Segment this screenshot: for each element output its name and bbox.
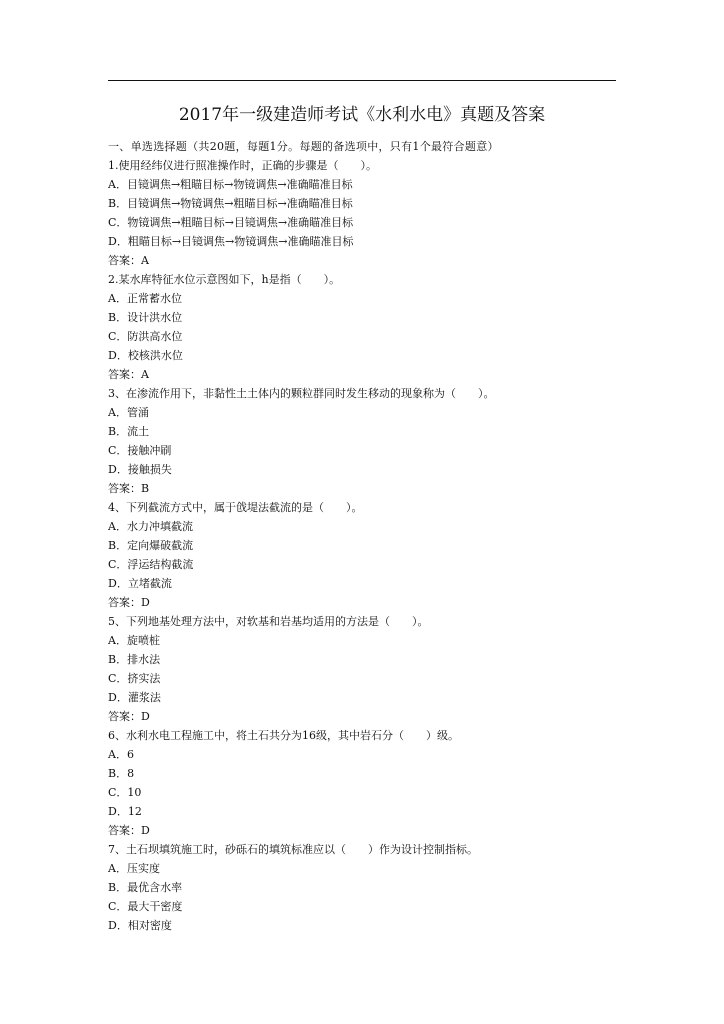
option-c: C．10 [108, 786, 142, 799]
question-7 [108, 840, 618, 935]
question-stem: 6、水利水电工程施工中，将土石共分为16级，其中岩石分（ ）级。 [108, 729, 459, 742]
answer-line: 答案：D [108, 824, 150, 837]
document-body [108, 137, 618, 935]
answer-line: 答案：A [108, 254, 149, 267]
question-4 [108, 498, 618, 612]
option-c: C．浮运结构截流 [108, 558, 194, 571]
question-2 [108, 270, 618, 384]
option-c: C．接触冲刷 [108, 444, 172, 457]
option-c: C．物镜调焦→粗瞄目标→目镜调焦→准确瞄准目标 [108, 216, 354, 229]
question-stem: 1.使用经纬仪进行照准操作时，正确的步骤是（ ）。 [108, 159, 377, 172]
option-d: D．相对密度 [108, 919, 172, 932]
option-b: B．8 [108, 767, 135, 780]
option-a: A．压实度 [108, 862, 160, 875]
option-d: D．12 [108, 805, 142, 818]
option-b: B．定向爆破截流 [108, 539, 194, 552]
option-b: B．排水法 [108, 653, 161, 666]
option-d: D．接触损失 [108, 463, 172, 476]
option-d: D．粗瞄目标→目镜调焦→物镜调焦→准确瞄准目标 [108, 235, 354, 248]
option-a: A．6 [108, 748, 134, 761]
question-stem: 7、土石坝填筑施工时，砂砾石的填筑标准应以（ ）作为设计控制指标。 [108, 843, 478, 856]
option-d: D．灌浆法 [108, 691, 161, 704]
option-a: A．管涌 [108, 406, 149, 419]
question-stem: 2.某水库特征水位示意图如下，h是指（ ）。 [108, 273, 341, 286]
option-a: A．目镜调焦→粗瞄目标→物镜调焦→准确瞄准目标 [108, 178, 353, 191]
option-a: A．水力冲填截流 [108, 520, 193, 533]
option-c: C．最大干密度 [108, 900, 183, 913]
answer-line: 答案：D [108, 710, 150, 723]
document-title: 2017年一级建造师考试《水利水电》真题及答案 [178, 105, 546, 125]
answer-line: 答案：A [108, 368, 149, 381]
question-stem: 4、下列截流方式中，属于戗堤法截流的是（ ）。 [108, 501, 363, 514]
question-stem: 3、在渗流作用下，非黏性土土体内的颗粒群同时发生移动的现象称为（ ）。 [108, 387, 495, 400]
question-1 [108, 156, 618, 270]
top-horizontal-rule [108, 80, 616, 81]
option-b: B．最优含水率 [108, 881, 183, 894]
option-d: D．立堵截流 [108, 577, 172, 590]
answer-line: 答案：D [108, 596, 150, 609]
question-5 [108, 612, 618, 726]
section-heading: 一、单选选择题（共20题，每题1分。每题的备选项中，只有1个最符合题意） [108, 140, 499, 153]
option-b: B．目镜调焦→物镜调焦→粗瞄目标→准确瞄准目标 [108, 197, 353, 210]
option-c: C．防洪高水位 [108, 330, 183, 343]
option-b: B．流土 [108, 425, 150, 438]
question-6 [108, 726, 618, 840]
question-stem: 5、下列地基处理方法中，对软基和岩基均适用的方法是（ ）。 [108, 615, 429, 628]
answer-line: 答案：B [108, 482, 150, 495]
option-a: A．旋喷桩 [108, 634, 160, 647]
option-d: D．校核洪水位 [108, 349, 183, 362]
option-c: C．挤实法 [108, 672, 161, 685]
option-b: B．设计洪水位 [108, 311, 183, 324]
question-3 [108, 384, 618, 498]
option-a: A．正常蓄水位 [108, 292, 182, 305]
